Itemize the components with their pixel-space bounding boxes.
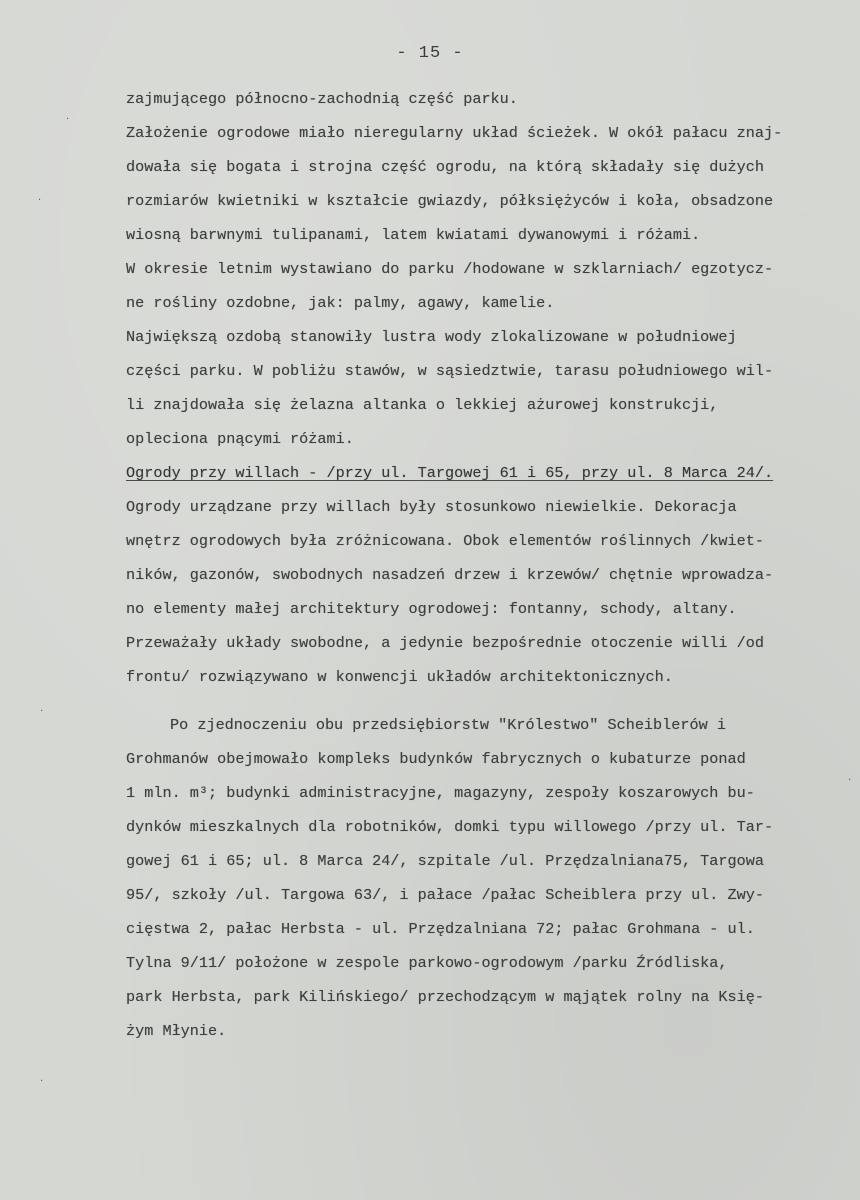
paragraph-gap: [126, 694, 852, 708]
text-line: Założenie ogrodowe miało nieregularny układ ścieżek. W okół pałacu znaj-: [126, 124, 783, 142]
text-line: żym Młynie.: [126, 1022, 227, 1040]
text-line: dowała się bogata i strojna część ogrodu, na którą składały się dużych: [126, 158, 764, 176]
text-line: Tylna 9/11/ położone w zespole parkowo-ogrodowym /parku Źródliska,: [126, 954, 728, 972]
section-heading: Ogrody przy willach - /przy ul. Targowej 61 i 65, przy ul. 8 Marca 24/.: [126, 464, 774, 482]
scan-speck: ·: [40, 706, 44, 717]
scan-speck: ·: [38, 195, 42, 206]
text-line: wnętrz ogrodowych była zróżnicowana. Obok elementów roślinnych /kwiet-: [126, 532, 764, 550]
text-line: wiosną barwnymi tulipanami, latem kwiatami dywanowymi i różami.: [126, 226, 701, 244]
text-line: 95/, szkoły /ul. Targowa 63/, i pałace /pałac Scheiblera przy ul. Zwy-: [126, 886, 764, 904]
text-line: no elementy małej architektury ogrodowej: fontanny, schody, altany.: [126, 600, 737, 618]
text-line: ników, gazonów, swobodnych nasadzeń drzew i krzewów/ chętnie wprowadza-: [126, 566, 774, 584]
text-line: W okresie letnim wystawiano do parku /hodowane w szklarniach/ egzotycz-: [126, 260, 774, 278]
text-line: frontu/ rozwiązywano w konwencji układów architektonicznych.: [126, 668, 673, 686]
text-line: park Herbsta, park Kilińskiego/ przechodzącym w mąjątek rolny na Księ-: [126, 988, 764, 1006]
page-number: - 15 -: [396, 44, 464, 63]
scan-speck: ·: [40, 1076, 44, 1087]
text-line: części parku. W pobliżu stawów, w sąsiedztwie, tarasu południowego wil-: [126, 362, 774, 380]
body-text: [126, 82, 852, 1048]
text-line: dynków mieszkalnych dla robotników, domki typu willowego /przy ul. Tar-: [126, 818, 774, 836]
scan-speck: ·: [848, 775, 852, 786]
text-line: opleciona pnącymi różami.: [126, 430, 354, 448]
text-line: rozmiarów kwietniki w kształcie gwiazdy, półksiężyców i koła, obsadzone: [126, 192, 774, 210]
text-line: cięstwa 2, pałac Herbsta - ul. Przędzalniana 72; pałac Grohmana - ul.: [126, 920, 755, 938]
text-line: Największą ozdobą stanowiły lustra wody zlokalizowane w południowej: [126, 328, 737, 346]
text-line: Grohmanów obejmowało kompleks budynków fabrycznych o kubaturze ponad: [126, 750, 746, 768]
text-line: Przeważały układy swobodne, a jedynie bezpośrednie otoczenie willi /od: [126, 634, 764, 652]
text-line: Ogrody urządzane przy willach były stosunkowo niewielkie. Dekoracja: [126, 498, 737, 516]
text-line: zajmującego północno-zachodnią część parku.: [126, 90, 518, 108]
text-line: 1 mln. m³; budynki administracyjne, magazyny, zespoły koszarowych bu-: [126, 784, 755, 802]
text-line: li znajdowała się żelazna altanka o lekkiej ażurowej konstrukcji,: [126, 396, 719, 414]
paragraph-first-line: Po zjednoczeniu obu przedsiębiorstw "Królestwo" Scheiblerów i: [170, 716, 726, 734]
text-line: ne rośliny ozdobne, jak: palmy, agawy, kamelie.: [126, 294, 555, 312]
text-line: gowej 61 i 65; ul. 8 Marca 24/, szpitale /ul. Przędzalniana75, Targowa: [126, 852, 764, 870]
scan-speck: ·: [66, 114, 70, 125]
